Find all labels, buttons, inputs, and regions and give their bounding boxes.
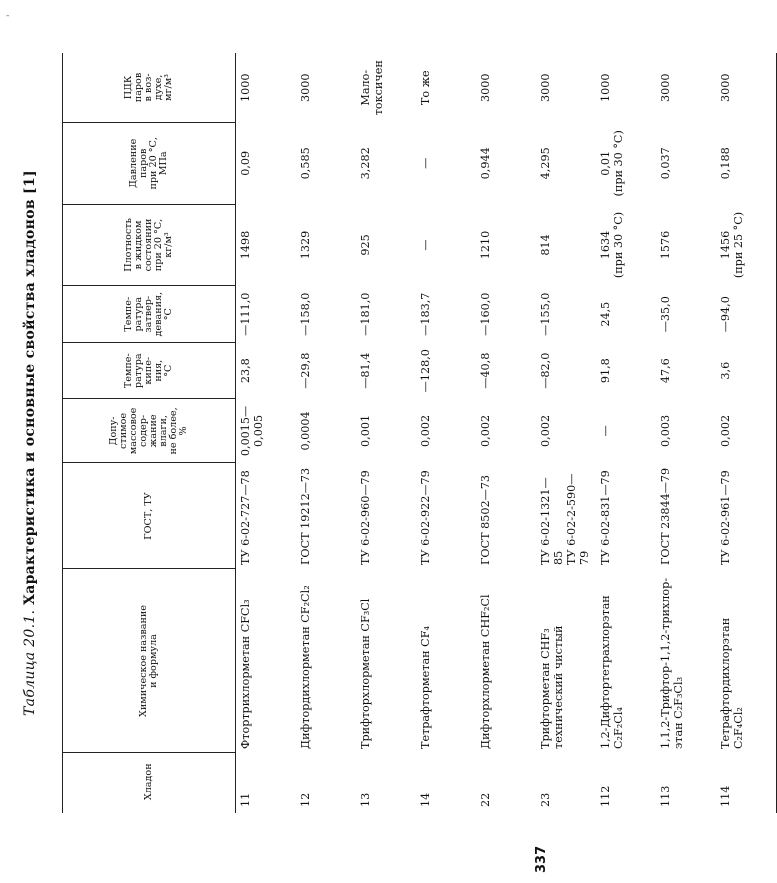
table-cell-pressure: 3,282: [359, 147, 372, 180]
table-cell-pressure: 0,037: [659, 147, 672, 180]
table-cell-pressure: 0,585: [299, 147, 312, 180]
table-caption: [22, 63, 38, 823]
table-cell-code: 23: [539, 792, 552, 807]
table-cell-moisture: 0,002: [479, 414, 492, 447]
corner-mark: ': [6, 14, 16, 17]
table-cell-boil: —82,0: [539, 352, 552, 389]
table-row: [236, 53, 297, 813]
table-cell-name: Фтортрихлорметан CFCl₃: [239, 599, 252, 749]
header-cell: Темпе- ратура затвер- девания, °С: [63, 286, 236, 343]
table-cell-boil: —29,8: [299, 352, 312, 389]
table-cell-freeze: —111,0: [239, 292, 252, 336]
header-cell: Плотность в жидком состоянии при 20 °С, кг/м³: [63, 204, 236, 286]
table-cell-name: Дифтордихлорметан CF₂Cl₂: [299, 585, 312, 749]
table-cell-boil: 3,6: [716, 343, 777, 399]
table-row: [296, 53, 356, 813]
header-cell: Допу- стимое массовое содер- жание влаги, не более, %: [63, 399, 236, 463]
table-cell-freeze: —183,7: [419, 292, 432, 336]
table-cell-freeze: —35,0: [659, 296, 672, 333]
table-cell-pressure: 0,01 (при 30 °С): [599, 130, 625, 197]
table-cell-pdk: 1000: [599, 73, 612, 102]
table-row: [476, 53, 536, 813]
table-cell-moisture: 0,003: [659, 414, 672, 447]
table-cell-boil: —81,4: [359, 352, 372, 389]
table-cell-name: 1,1,2-Трифтор-1,1,2-трихлор-этан C₂F₃Cl₃: [659, 577, 685, 749]
table-cell-gost: ТУ 6-02-960—79: [359, 470, 372, 565]
table-cell-density: 814: [539, 234, 552, 256]
table-cell-pdk: 3000: [659, 73, 672, 102]
table-row: [536, 53, 596, 813]
table-body: [236, 53, 777, 813]
table-cell-gost: ГОСТ 8502—73: [479, 474, 492, 565]
table-cell-pressure: —: [419, 157, 432, 169]
table-cell-code: 11: [239, 792, 252, 807]
header-cell: Давление паров при 20 °С, МПа: [63, 122, 236, 204]
table-cell-density: 1329: [299, 230, 312, 260]
table-cell-gost: ТУ 6-02-831—79: [599, 470, 612, 565]
table-cell-pdk: 1000: [239, 73, 252, 102]
table-cell-gost: ТУ 6-02-727—78: [239, 470, 252, 565]
table-cell-freeze: —158,0: [299, 292, 312, 336]
table-cell-gost: ТУ 6-02-961—79: [716, 463, 777, 569]
table-cell-boil: 23,8: [239, 358, 252, 384]
table-cell-moisture: 0,002: [419, 414, 432, 447]
table-cell-code: 14: [419, 792, 432, 807]
table-cell-density: 1456 (при 25 °С): [716, 204, 777, 286]
table-cell-density: 1576: [659, 230, 672, 260]
table-cell-pdk: 3000: [716, 53, 777, 122]
table-header-row: [63, 53, 236, 813]
table-cell-gost: ГОСТ 23844—79: [659, 467, 672, 565]
table-cell-name: Тетрафтордихлорэтан C₂F₄Cl₂: [716, 569, 777, 753]
table-cell-gost: ТУ 6-02-922—79: [419, 470, 432, 565]
table-cell-density: —: [419, 239, 432, 251]
table-row: [716, 53, 777, 813]
table-cell-freeze: —181,0: [359, 292, 372, 336]
page-number: 337: [534, 845, 549, 873]
table-cell-code: 113: [659, 785, 672, 807]
table-cell-name: Трифторметан CHF₃ технический чистый: [539, 625, 565, 749]
table-row: [656, 53, 716, 813]
table-cell-name: Тетрафторметан CF₄: [419, 626, 432, 749]
caption-number: Таблица 20.1.: [22, 609, 38, 716]
table-cell-pdk: 3000: [539, 73, 552, 102]
table-cell-density: 1498: [239, 230, 252, 260]
table-cell-pressure: 0,188: [716, 122, 777, 204]
header-cell: Темпе- ратура кипе- ния, °С: [63, 343, 236, 399]
table-cell-name: 1,2-Дифтортетрахлорэтан C₂F₂Cl₄: [599, 595, 625, 749]
freon-properties-table: [62, 53, 777, 813]
table-cell-pdk: То же: [419, 70, 432, 106]
table-cell-freeze: —94,0: [716, 286, 777, 343]
table-cell-density: 925: [359, 234, 372, 256]
table-cell-freeze: —160,0: [479, 292, 492, 336]
table-cell-pressure: 0,09: [239, 150, 252, 176]
table-cell-freeze: 24,5: [599, 301, 612, 327]
table-row: [356, 53, 416, 813]
table-cell-moisture: 0,0004: [299, 411, 312, 451]
table-cell-moisture: 0,0015— 0,005: [239, 405, 265, 457]
table-cell-name: Трифторхлорметан CF₃Cl: [359, 598, 372, 749]
table-cell-name: Дифторхлорметан CHF₂Cl: [479, 594, 492, 749]
header-cell: Химическое название и формула: [63, 569, 236, 753]
table-cell-freeze: —155,0: [539, 292, 552, 336]
header-cell: ГОСТ, ТУ: [63, 463, 236, 569]
table-cell-density: 1634 (при 30 °С): [599, 211, 625, 279]
table-cell-gost: ТУ 6-02-1321—85 ТУ 6-02-2-590—79: [539, 473, 591, 565]
table-cell-moisture: —: [599, 425, 612, 437]
table-cell-code: 112: [599, 785, 612, 807]
caption-title: Характеристика и основные свойства хладонов [1]: [22, 170, 38, 605]
table-cell-boil: 91,8: [599, 358, 612, 384]
table-cell-moisture: 0,002: [539, 414, 552, 447]
table-cell-moisture: 0,002: [716, 399, 777, 463]
header-cell: ПДК паров в воз- духе, мг/м³: [63, 53, 236, 122]
table-cell-pdk: 3000: [299, 73, 312, 102]
table-cell-pdk: 3000: [479, 73, 492, 102]
table-row: [416, 53, 476, 813]
header-cell: Хладон: [63, 753, 236, 813]
table-cell-density: 1210: [479, 230, 492, 260]
table-cell-code: 12: [299, 792, 312, 807]
table-cell-code: 22: [479, 792, 492, 807]
table-cell-boil: 47,6: [659, 358, 672, 384]
table-cell-code: 114: [716, 753, 777, 813]
table-cell-pressure: 4,295: [539, 147, 552, 180]
table-cell-boil: —40,8: [479, 352, 492, 389]
table-cell-code: 13: [359, 792, 372, 807]
table-cell-gost: ГОСТ 19212—73: [299, 467, 312, 565]
table-cell-pressure: 0,944: [479, 147, 492, 180]
table-cell-boil: —128,0: [419, 349, 432, 393]
table-row: [596, 53, 656, 813]
table-cell-pdk: Мало- токсичен: [359, 60, 385, 116]
table-cell-moisture: 0,001: [359, 414, 372, 447]
